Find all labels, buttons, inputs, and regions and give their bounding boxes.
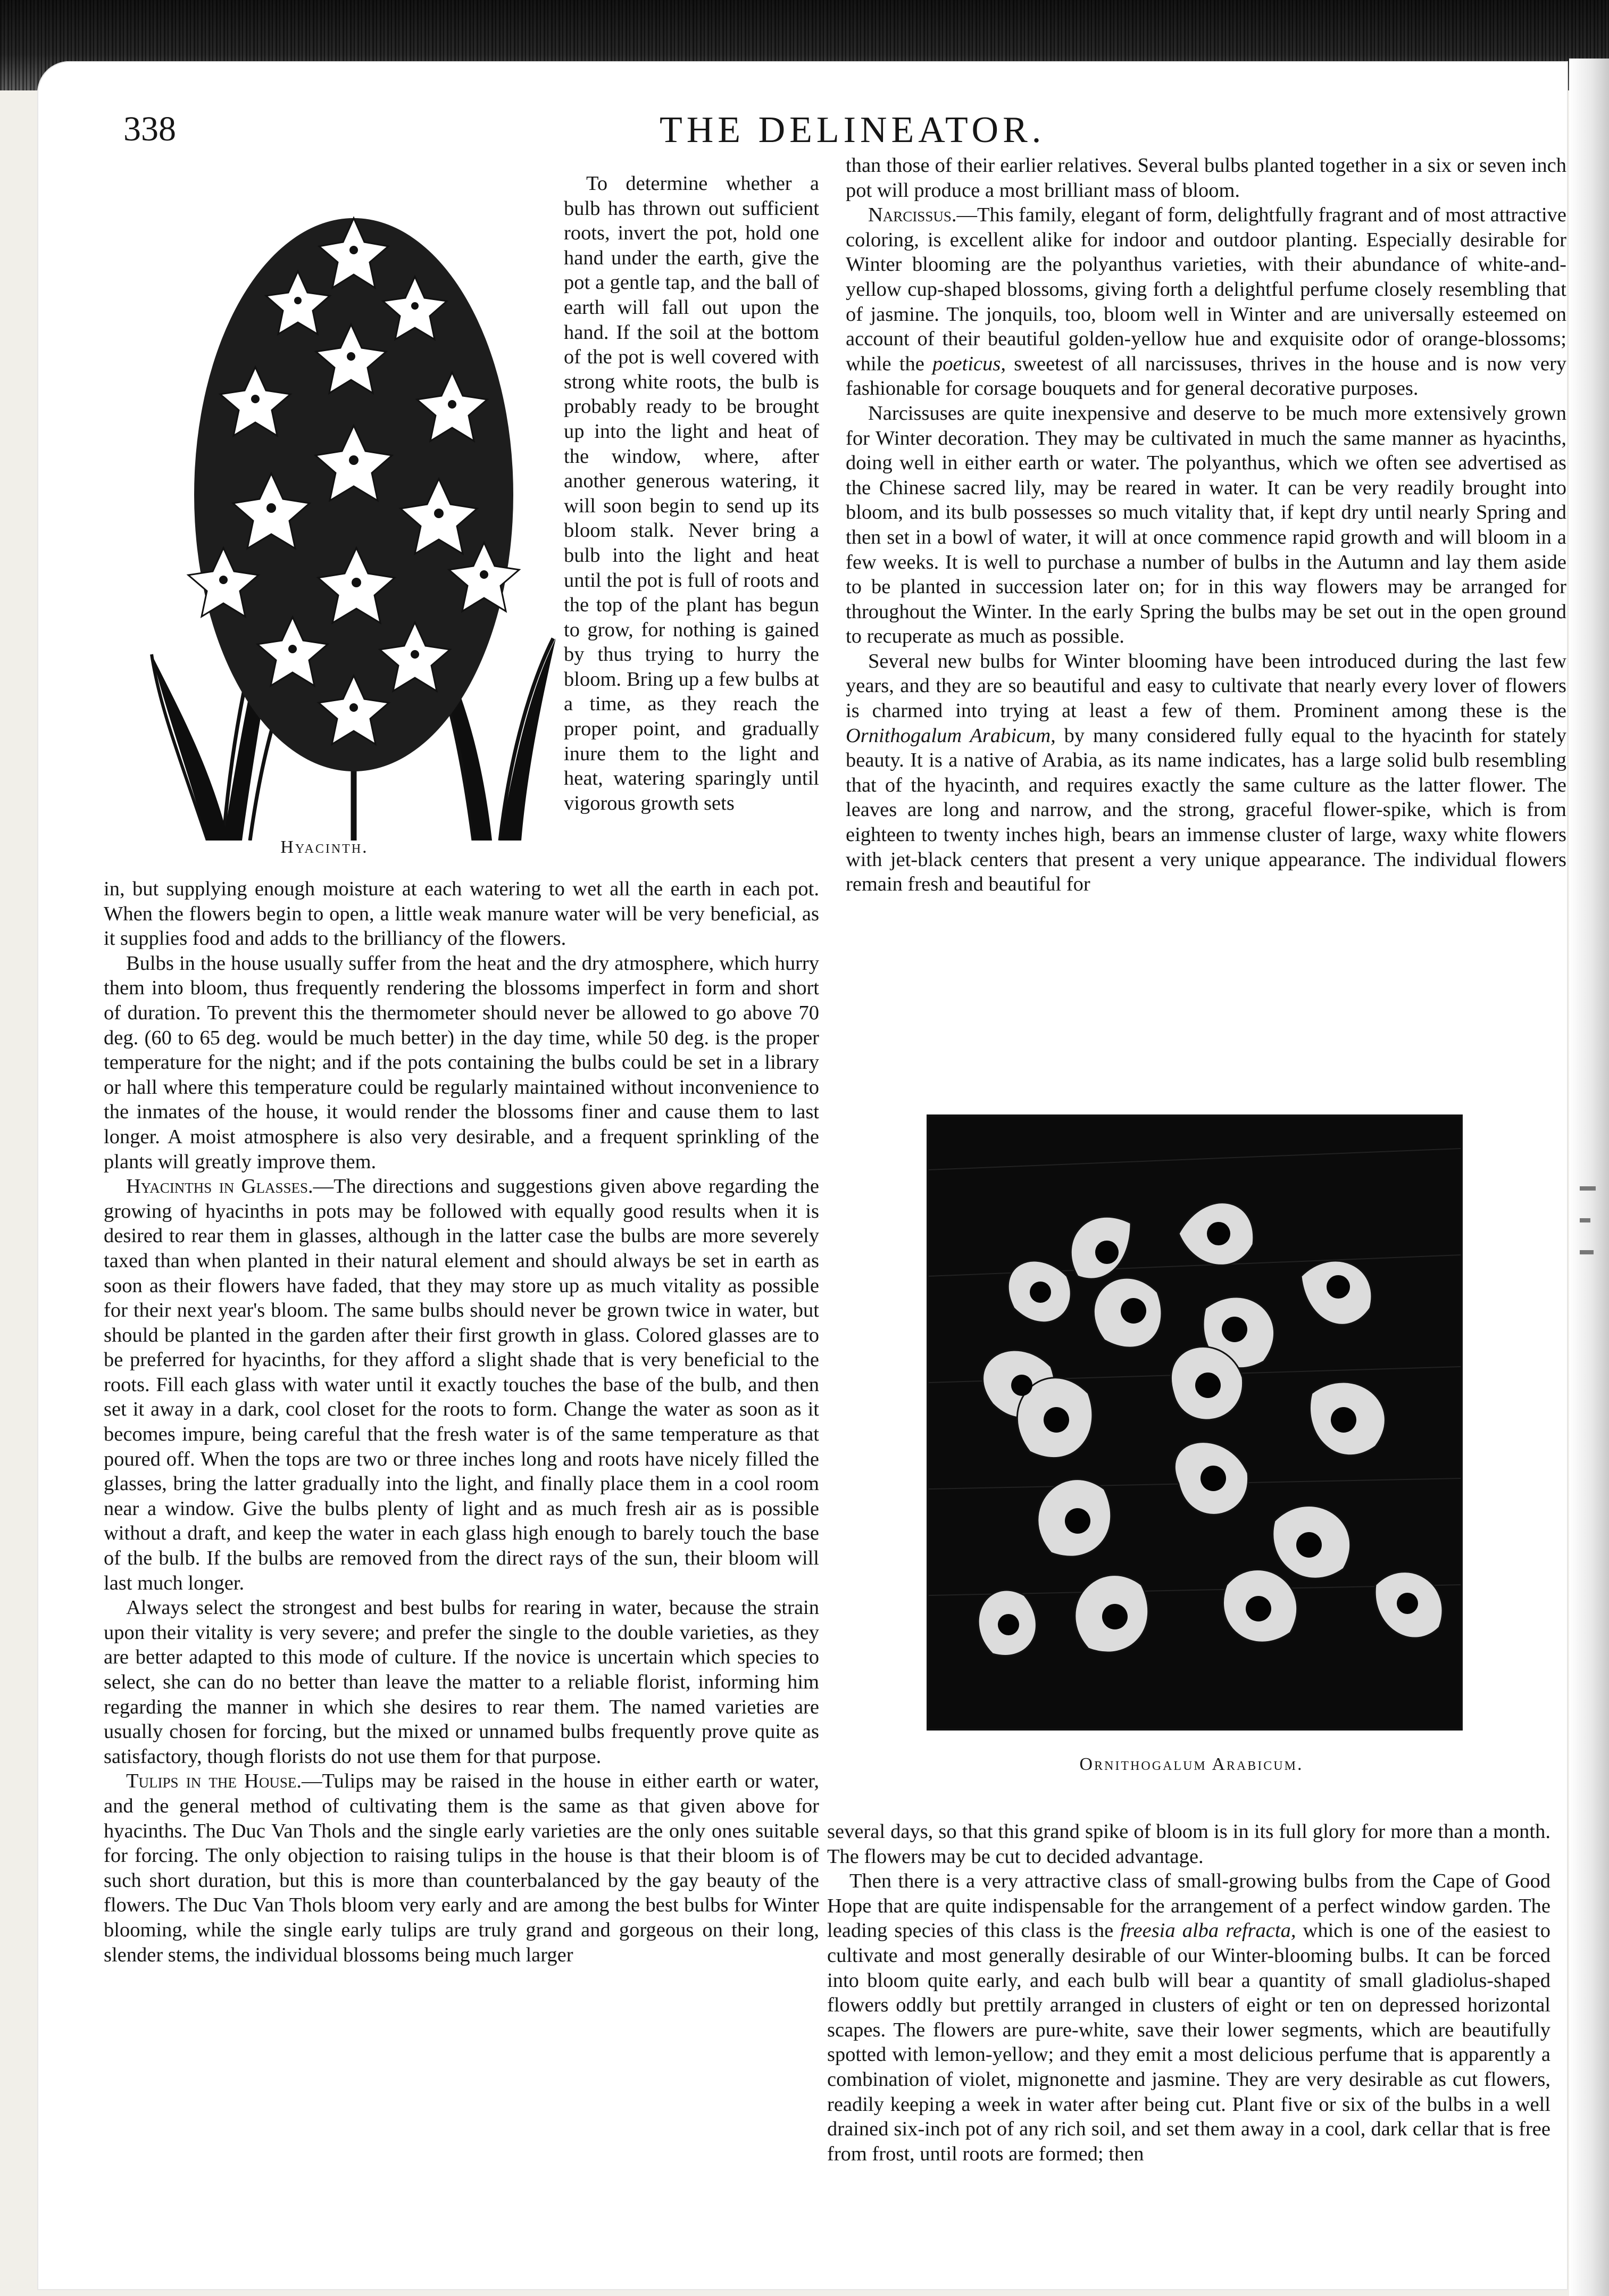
paragraph: Always select the strongest and best bulbs for rearing in water, because the strain upon their vitality is very severe; and prefer the single to the double varieties, as they are better adapted to this mode of culture. If the novice is uncertain which species to select, she can do no better than leave the matter to a reliable florist, informing him regarding the manner in which she desires to rear them. The named varieties are usually chosen for forcing, but the mixed or unnamed bulbs frequently prove quite as satisfactory, though florists do not use them for that purpose. — [104, 1596, 819, 1768]
section-heading: Tulips in the House. — [126, 1770, 302, 1793]
paragraph: Bulbs in the house usually suffer from the heat and the dry atmosphere, which hurry them into bloom, thus frequently rendering the blossoms imperfect in form and short of duration. To prevent this the thermometer should never be allowed to go above 70 deg. (60 to 65 deg. would be much better) in the day time, while 50 deg. is the proper temperature for the night; and if the pots containing the bulbs could be set in a library or hall where this temperature could be regularly maintained without inconvenience to the inmates of the house, it would render the blossoms finer and cause them to last longer. A moist atmosphere is also very desirable, and a frequent sprinkling of the plants will greatly improve them. — [104, 952, 819, 1173]
paragraph-body: by many considered fully equal to the hyacinth for stately beauty. It is a native of Arabia, as its name indicates, has a large solid bulb resembling that of the hyacinth, and requires exactly the same culture as the latter flower. The leaves are long and narrow, and the strong, graceful flower-spike, which is from eighteen to twenty inches high, bears an immense cluster of large, waxy white flowers with jet-black centers that present a very unique appearance. The individual flowers remain fresh and beautiful for — [846, 724, 1567, 896]
paragraph — [846, 649, 1566, 897]
hyacinth-illustration — [149, 176, 558, 841]
paragraph: Narcissuses are quite inexpensive and deserve to be much more extensively grown for Winter decoration. They may be cultivated in much the same manner as hyacinths, doing well in either earth or water. The polyanthus, which we often see advertised as the Chinese sacred lily, may be reared in water. It can be very readily brought into bloom, and its bulb possesses so much vitality that, if kept dry until nearly Spring and then set in a bowl of water, it will at once commence rapid growth and will bloom in a few weeks. It is well to purchase a number of bulbs in the Autumn and lay them aside to be planted in succession later on; for in this way flowers may be arranged for throughout the Winter. In the early Spring the bulbs may be set out in the open ground to recuperate as much as possible. — [846, 402, 1566, 648]
right-column-text-top — [846, 153, 1566, 897]
paragraph — [827, 1869, 1550, 2166]
paragraph-body: Several new bulbs for Winter blooming have been introduced during the last few years, and they are so beautiful and easy to cultivate that nearly every lover of flowers is charmed into trying at least a few of them. Prominent among these is the — [846, 650, 1566, 722]
paragraph — [104, 1769, 819, 1967]
italic-term: Ornithogalum Arabicum, — [846, 724, 1056, 747]
adjacent-page-edge — [1569, 59, 1609, 2296]
hyacinth-figure — [149, 176, 558, 841]
section-heading: Hyacinths in Glasses. — [126, 1175, 313, 1198]
section-heading: Narcissus. — [868, 204, 957, 227]
paragraph: in, but supplying enough moisture at each watering to wet all the earth in each pot. When the flowers begin to open, a little weak manure water will be very beneficial, as it supplies food and adds to the brilliancy of the flowers. — [104, 878, 819, 950]
page-title: THE DELINEATOR. — [660, 110, 1046, 151]
italic-term: poeticus, — [932, 352, 1006, 375]
right-column-text-bottom — [827, 1819, 1550, 2166]
paragraph: To determine whether a bulb has thrown out sufficient roots, invert the pot, hold one hand under the earth, give the pot a gentle tap, and the ball of earth will fall out upon the hand. If the soil at the bottom of the pot is well covered with strong white roots, the bulb is probably ready to be brought up into the light and heat of the window, where, after another generous watering, it will soon begin to send up its bloom stalk. Never bring a bulb into the light and heat until the pot is full of roots and the top of the plant has begun to grow, for nothing is gained by thus trying to hurry the bloom. Bring up a few bulbs at a time, as they reach the proper point, and gradually inure them to the light and heat, watering sparingly until vigorous growth sets — [564, 172, 819, 814]
ornithogalum-illustration — [929, 1117, 1461, 1728]
paragraph-body: sweetest of all narcissuses, thrives in the house and is now very fashionable for corsage bouquets and for general decorative purposes. — [846, 352, 1567, 400]
paragraph: several days, so that this grand spike of bloom is in its full glory for more than a month. The flowers may be cut to decided advantage. — [827, 1820, 1550, 1868]
ornithogalum-figure — [927, 1114, 1463, 1731]
ornithogalum-caption: Ornithogalum Arabicum. — [1079, 1754, 1304, 1774]
hyacinth-caption: Hyacinth. — [280, 837, 369, 857]
left-column-text — [104, 877, 819, 1967]
paragraph-body: —Tulips may be raised in the house in either earth or water, and the general method of cultivating them is the same as that given above for hyacinths. The Duc Van Thols and the single early varieties are the only ones suitable for forcing. The only objection to raising tulips in the house is that their bloom is of such short duration, but this is more than counterbalanced by the gay beauty of the flowers. The Duc Van Thols bloom very early and are among the best bulbs for Winter blooming, while the single early tulips are truly grand and gorgeous on their long, slender stems, the individual blossoms being much larger — [104, 1770, 819, 1966]
paragraph-body: which is one of the easiest to cultivate and most generally desirable of our Winter-blooming bulbs. It can be forced into bloom quite early, and each bulb will bear a quantity of small gladiolus-shaped flowers oddly but prettily arranged in clusters of eight or ten on depressed horizontal scapes. The flowers are pure-white, save their lower segments, which are beautifully spotted with lemon-yellow; and they emit a most delicious perfume that is apparently a combination of violet, mignonette and jasmine. They are very desirable as cut flowers, readily keeping a week in water after being cut. Plant five or six of the bulbs in a well drained six-inch pot of any rich soil, and set them away in a cool, dark cellar that is free from frost, until roots are formed; then — [827, 1919, 1551, 2165]
italic-term: freesia alba refracta, — [1120, 1919, 1296, 1942]
paragraph — [846, 203, 1566, 401]
left-column-text-beside-figure — [564, 171, 819, 816]
page-number: 338 — [123, 110, 176, 148]
paragraph-body: Then there is a very attractive class of small-growing bulbs from the Cape of Good Hope that are quite indispensable for the arrangement of a perfect window garden. The leading species of this class is the — [827, 1870, 1550, 1942]
paragraph-body: —This family, elegant of form, delightfully fragrant and of most attractive coloring, is excellent alike for indoor and outdoor planting. Especially desirable for Winter blooming are the polyanthus varieties, with their abundance of white-and-yellow cup-shaped blossoms, giving forth a delightful perfume closely resembling that of jasmine. The jonquils, too, bloom well in Winter and are universally esteemed on account of their beautiful golden-yellow hue and exquisite odor of orange-blossoms; while the — [846, 204, 1566, 375]
paragraph-body: —The directions and suggestions given above regarding the growing of hyacinths in pots may be followed with equally good results when it is desired to rear them in glasses, although in the latter case the bulbs are more severely taxed than when planted in their natural element and should always be set in earth as soon as their flowers have faded, that they may store up as much vitality as possible for their next year's bloom. The same bulbs should never be grown twice in water, but should be planted in the garden after their first growth in glass. Colored glasses are to be preferred for hyacinths, for they afford a slight shade that is very beneficial to the roots. Fill each glass with water until it exactly touches the base of the bulb, and then set it away in a dark, cool closet for the roots to form. Change the water as soon as it becomes impure, being careful that the fresh water is of the same temperature as that poured off. When the tops are two or three inches long and roots have nicely filled the glasses, bring the latter gradually into the light, and finally place them in a cool room near a window. Give the bulbs plenty of light and as much fresh air as is possible without a draft, and keep the water in each glass high enough to barely touch the base of the bulb. If the bulbs are removed from the direct rays of the sun, their bloom will last much longer. — [104, 1175, 820, 1594]
paragraph — [104, 1174, 819, 1595]
paragraph: than those of their earlier relatives. Several bulbs planted together in a six or seven inch pot will produce a most brilliant mass of bloom. — [846, 154, 1566, 202]
